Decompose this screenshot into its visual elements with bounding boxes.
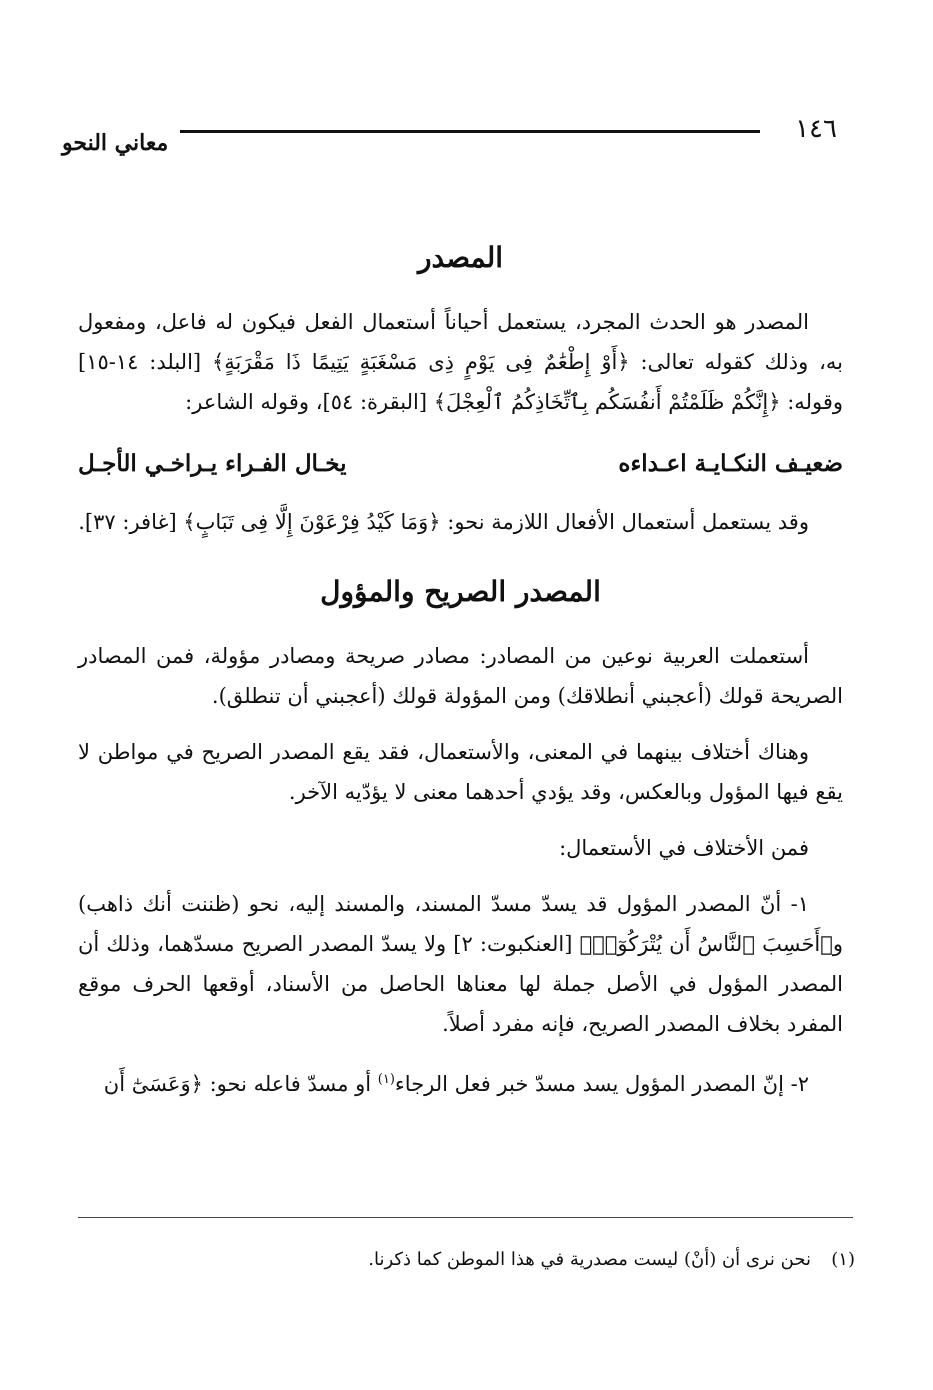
section-heading-sarih: المصدر الصريح والمؤول (320, 575, 601, 608)
running-header (0, 112, 933, 162)
poem-verse (78, 440, 843, 488)
poem-first-hemistich: ضعيـف النكـايـة اعـداءه (618, 450, 843, 477)
footnote-text: نحن نرى أن (أنْ) ليست مصدرية في هذا الموطن كما ذكرنا. (368, 1249, 811, 1270)
header-rule (180, 130, 760, 133)
page-body (78, 230, 843, 1104)
footnote-reference-mark[interactable]: (١) (377, 1072, 395, 1087)
poem-second-hemistich: يخـال الفـراء يـراخـي الأجـل (78, 450, 347, 477)
page-number: ١٤٦ (795, 114, 837, 144)
list-item-1: ١- أنّ المصدر المؤول قد يسدّ مسدّ المسند، والمسند إليه، نحو (ظننت أنك ذاهب) و﴿أَحَسِبَ ٱلنَّاسُ أَن يُتْرَكُوٓا۟﴾ [العنكبوت: ٢] ولا يسدّ المصدر الصريح مسدّهما، وذلك أن المصدر المؤول في الأصل جملة لها معناها الحاصل من الأسناد، أوقعها الحرف موقع المفرد بخلاف المصدر الصريح، فإنه مفرد أصلاً. (78, 892, 844, 1036)
paragraph-masdar-definition: المصدر هو الحدث المجرد، يستعمل أحياناً أستعمال الفعل فيكون له فاعل، ومفعول به، وذلك كقوله تعالى: ﴿أَوْ إِطْعَٰمٌ فِى يَوْمٍ ذِى مَسْغَبَةٍ يَتِيمًا ذَا مَقْرَبَةٍ﴾ [البلد: ١٤-١٥] وقوله: ﴿إِنَّكُمْ ظَلَمْتُمْ أَنفُسَكُم بِٱتِّخَاذِكُمُ ٱلْعِجْلَ﴾ [البقرة: ٥٤]، وقوله الشاعر: (78, 310, 843, 414)
footnote (75, 1245, 855, 1275)
section-heading-masdar: المصدر (418, 241, 503, 274)
list-item-2-text-after: أو مسدّ فاعله نحو: ﴿وَعَسَىٰٓ أَن (103, 1072, 378, 1096)
paragraph-difference: وهناك أختلاف بينهما في المعنى، والأستعمال، فقد يقع المصدر الصريح في مواطن لا يقع فيها المؤول وبالعكس، وقد يؤدي أحدهما معنى لا يؤدّيه الآخر. (78, 740, 843, 804)
paragraph-two-types: أستعملت العربية نوعين من المصادر: مصادر صريحة ومصادر مؤولة، فمن المصادر الصريحة قولك (أعجبني أنطلاقك) ومن المؤولة قولك (أعجبني أن تنطلق). (78, 644, 843, 708)
list-item-2 (78, 1060, 843, 1104)
footnote-separator (78, 1217, 853, 1218)
list-item-2-text-before: ٢- إنّ المصدر المؤول يسد مسدّ خبر فعل الرجاء (394, 1072, 809, 1096)
paragraph-usage-intro: فمن الأختلاف في الأستعمال: (559, 836, 809, 860)
paragraph-intransitive-use: وقد يستعمل أستعمال الأفعال اللازمة نحو: ﴿وَمَا كَيْدُ فِرْعَوْنَ إِلَّا فِى تَبَابٍ﴾ [غافر: ٣٧]. (78, 510, 809, 534)
footnote-number: (١) (831, 1249, 855, 1270)
book-title: معاني النحو (62, 130, 169, 156)
